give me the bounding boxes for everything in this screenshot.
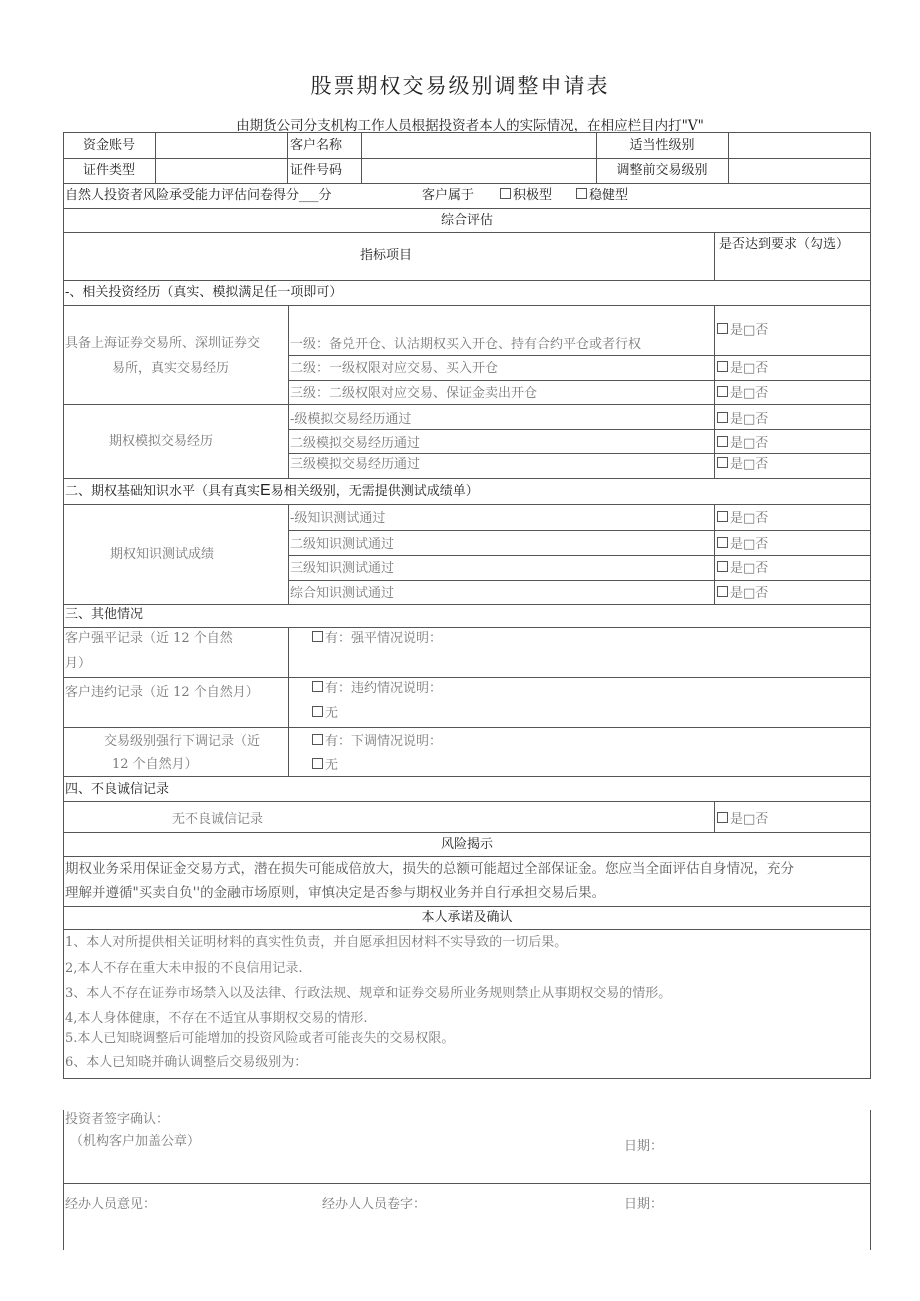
risk-title: 风险揭示 xyxy=(440,837,493,852)
real-item-2: 二级：一级权限对应交易、买入开仓 xyxy=(290,361,499,376)
sim-exp-label: 期权模拟交易经历 xyxy=(109,434,214,449)
risk-text-line-2: 理解并遵循"买卖自负''的金融市场原则，审慎决定是否参与期权业务并自行承担交易后果。 xyxy=(65,885,606,901)
real-exp-label-2: 易所，真实交易经历 xyxy=(112,361,230,376)
section2-title: 二、期权基础知识水平（具有真实E易相关级别，无需提供测试成绩单） xyxy=(65,482,479,499)
commit-item: 5.本人已知晓调整后可能增加的投资风险或者可能丧失的交易权限。 xyxy=(65,1031,455,1046)
sim-item-1: -级模拟交易经历通过 xyxy=(290,412,412,427)
real-exp-label-1: 具备上海证券交易所、深圳证券交 xyxy=(65,336,261,351)
handler-opinion-label: 经办人员意见： xyxy=(65,1197,157,1212)
risk-text-line-1: 期权业务采用保证金交易方式，潜在损失可能成倍放大，损失的总额可能超过全部保证金。您应当全面评估自身情况，充分 xyxy=(65,861,794,877)
sim-item-2: 二级模拟交易经历通过 xyxy=(290,436,421,451)
knowledge-item-1: -级知识测试通过 xyxy=(290,511,386,526)
section1-title: -、相关投资经历（真实、模拟满足任一项即可） xyxy=(65,285,343,300)
liquidation-label-2: 月） xyxy=(65,656,92,671)
downgrade-yes-option[interactable]: 有：下调情况说明： xyxy=(312,733,442,751)
real-item-2-check[interactable]: 是□否 xyxy=(717,360,768,378)
handler-sign-label: 经办人人员卷字： xyxy=(322,1197,427,1212)
eval-title: 综合评估 xyxy=(440,213,493,228)
instruction-note: 由期货公司分支机构工作人员根据投资者本人的实际情况，在相应栏目内打"V" xyxy=(236,118,704,134)
checkbox-icon xyxy=(717,323,728,334)
checkbox-icon xyxy=(717,537,728,548)
downgrade-label-1: 交易级别强行下调记录（近 xyxy=(104,734,261,749)
checkbox-icon xyxy=(312,681,323,692)
knowledge-item-4: 综合知识测试通过 xyxy=(290,586,395,601)
knowledge-label: 期权知识测试成绩 xyxy=(110,547,215,562)
client-type-label: 客户属于 xyxy=(422,188,475,203)
checkbox-icon xyxy=(717,812,728,823)
checkbox-icon xyxy=(312,631,323,642)
commit-item: 3、本人不存在证券市场禁入以及法律、行政法规、规章和证券交易所业务规则禁止从事期权交易的情形。 xyxy=(65,986,672,1001)
id-type-label: 证件类型 xyxy=(82,163,135,178)
col-check-header: 是否达到要求（勾选） xyxy=(719,237,850,252)
sim-item-3: 三级模拟交易经历通过 xyxy=(290,457,421,472)
checkbox-icon xyxy=(500,188,511,199)
checkbox-icon xyxy=(717,386,728,397)
knowledge-item-1-check[interactable]: 是□否 xyxy=(717,510,768,528)
checkbox-icon xyxy=(312,758,323,769)
downgrade-no-option[interactable]: 无 xyxy=(312,757,338,775)
checkbox-icon xyxy=(717,511,728,522)
investor-sign-label: 投资者签字确认： xyxy=(65,1112,170,1127)
real-item-3-check[interactable]: 是□否 xyxy=(717,385,768,403)
no-bad-record-label: 无不良诚信记录 xyxy=(172,812,264,827)
default-yes-option[interactable]: 有：违约情况说明： xyxy=(312,680,442,698)
downgrade-label-2: 12 个自然月） xyxy=(112,757,198,772)
checkbox-icon xyxy=(312,734,323,745)
section3-title: 三、其他情况 xyxy=(65,607,144,622)
checkbox-icon xyxy=(717,561,728,572)
type-steady-option[interactable]: 稳健型 xyxy=(576,187,628,205)
sim-item-3-check[interactable]: 是□否 xyxy=(717,456,768,474)
suitability-label: 适当性级别 xyxy=(629,138,695,153)
section4-title: 四、不良诚信记录 xyxy=(65,782,170,797)
client-name-label: 客户名称 xyxy=(290,138,343,153)
checkbox-icon xyxy=(717,361,728,372)
checkbox-icon xyxy=(312,706,323,717)
checkbox-icon xyxy=(717,436,728,447)
liquidation-label-1: 客户强平记录（近 12 个自然 xyxy=(65,631,233,646)
sim-item-2-check[interactable]: 是□否 xyxy=(717,435,768,453)
commit-item: 1、本人对所提供相关证明材料的真实性负责，并自愿承担因材料不实导致的一切后果。 xyxy=(65,935,568,950)
knowledge-item-3: 三级知识测试通过 xyxy=(290,561,395,576)
checkbox-icon xyxy=(717,457,728,468)
real-item-1: 一级：备兑开仓、认沽期权买入开仓、持有合约平仓或者行权 xyxy=(290,337,642,352)
org-seal-label: （机构客户加盖公章） xyxy=(70,1134,201,1149)
knowledge-item-4-check[interactable]: 是□否 xyxy=(717,585,768,603)
knowledge-item-2: 二级知识测试通过 xyxy=(290,537,395,552)
risk-score-line: 自然人投资者风险承受能力评估问卷得分___分 xyxy=(65,188,332,203)
checkbox-icon xyxy=(717,586,728,597)
id-number-label: 证件号码 xyxy=(290,163,343,178)
sim-item-1-check[interactable]: 是□否 xyxy=(717,411,768,429)
knowledge-item-3-check[interactable]: 是□否 xyxy=(717,560,768,578)
handler-date-label: 日期： xyxy=(624,1197,664,1212)
account-label: 资金账号 xyxy=(82,138,135,153)
liquidation-yes-option[interactable]: 有：强平情况说明： xyxy=(312,630,442,648)
commit-item: 2,本人不存在重大未申报的不良信用记录. xyxy=(65,961,303,976)
checkbox-icon xyxy=(717,412,728,423)
no-bad-record-check[interactable]: 是□否 xyxy=(717,811,768,829)
commit-item: 4,本人身体健康，不存在不适宜从事期权交易的情形. xyxy=(65,1011,368,1026)
real-item-3: 三级：二级权限对应交易、保证金卖出开仓 xyxy=(290,386,538,401)
sign-date-label: 日期： xyxy=(624,1139,664,1154)
default-label: 客户违约记录（近 12 个自然月） xyxy=(65,685,259,700)
commit-title: 本人承诺及确认 xyxy=(421,910,513,925)
type-aggressive-option[interactable]: 积极型 xyxy=(500,187,552,205)
default-no-option[interactable]: 无 xyxy=(312,705,338,723)
page-title: 股票期权交易级别调整申请表 xyxy=(310,74,610,98)
real-item-1-check[interactable]: 是□否 xyxy=(717,322,768,340)
checkbox-icon xyxy=(576,188,587,199)
col-item-header: 指标项目 xyxy=(360,248,413,263)
commit-item: 6、本人已知晓并确认调整后交易级别为： xyxy=(65,1055,308,1070)
level-before-label: 调整前交易级别 xyxy=(616,163,708,178)
knowledge-item-2-check[interactable]: 是□否 xyxy=(717,536,768,554)
